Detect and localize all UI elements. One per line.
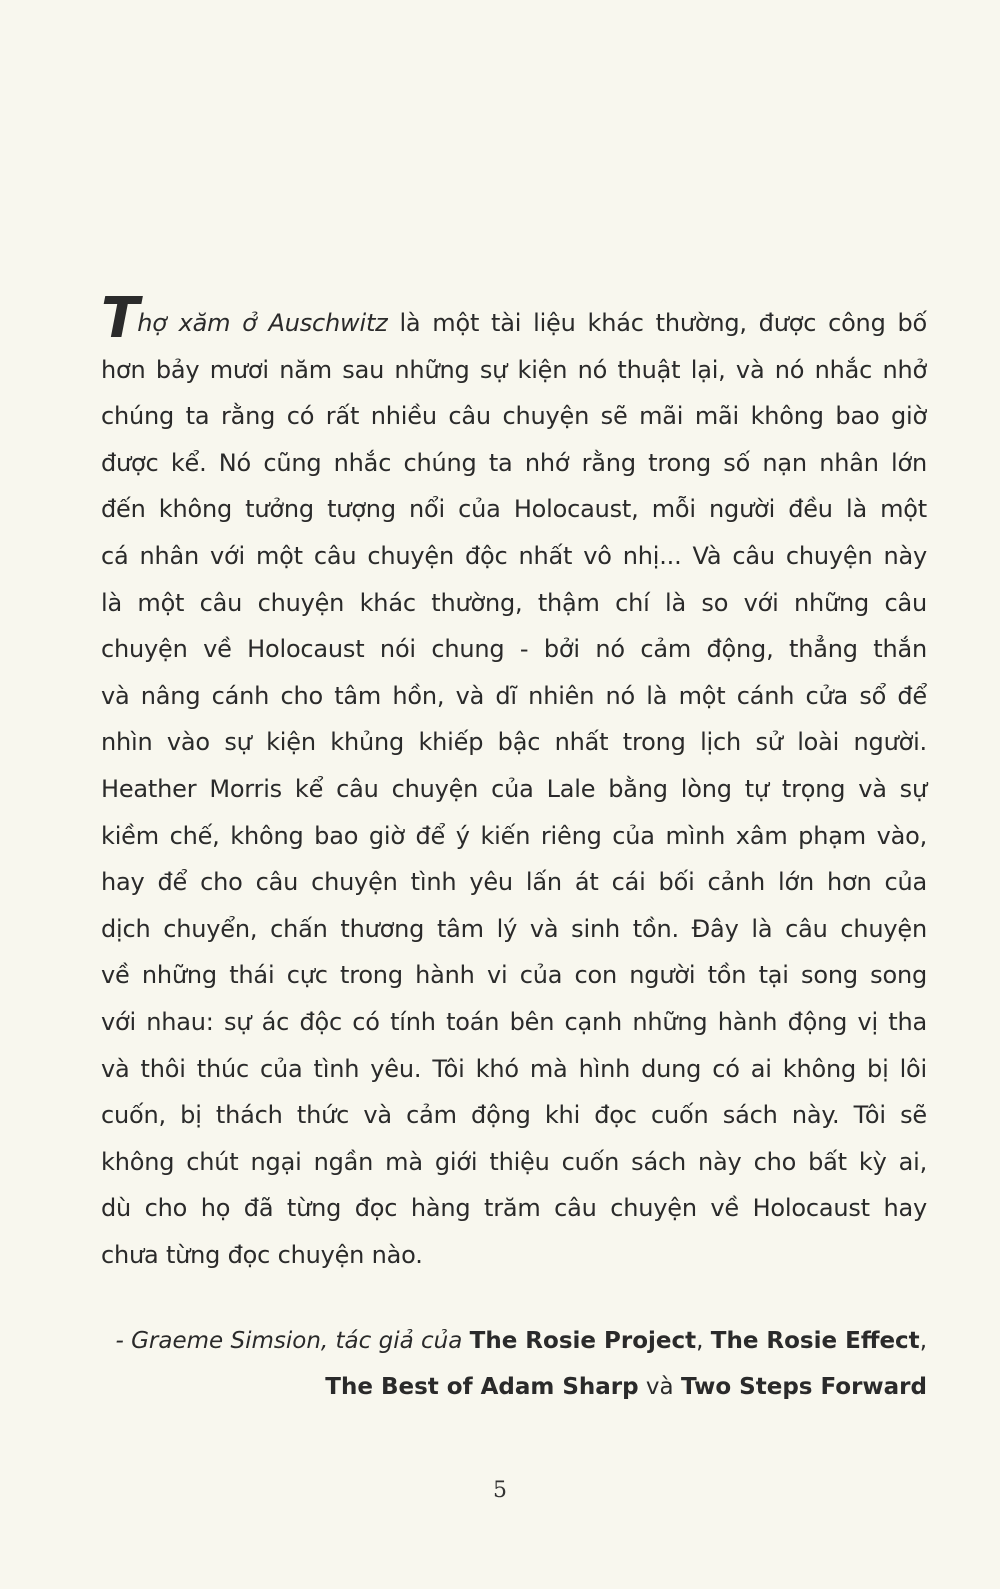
first-line-text: là một tài liệu khác thường, được công bố [387, 309, 928, 337]
paragraph-line: Heather Morris kể câu chuyện của Lale bằng lòng tự trọng và sự [101, 774, 927, 803]
paragraph-line: dịch chuyển, chấn thương tâm lý và sinh tồn. Đây là câu chuyện [101, 914, 927, 943]
paragraph-line: cuốn, bị thách thức và cảm động khi đọc cuốn sách này. Tôi sẽ [101, 1101, 927, 1130]
paragraph-line-last: chưa từng đọc chuyện nào. [101, 1240, 423, 1269]
author-credit: - Graeme Simsion, tác giả của [115, 1328, 470, 1354]
paragraph-line: và thôi thúc của tình yêu. Tôi khó mà hình dung có ai không bị lôi [101, 1054, 927, 1083]
paragraph-line: và nâng cánh cho tâm hồn, và dĩ nhiên nó là một cánh cửa sổ để [101, 681, 927, 710]
book-title: Two Steps Forward [680, 1374, 927, 1400]
conjunction: và [638, 1374, 681, 1400]
book-title: The Rosie Effect [710, 1328, 920, 1354]
paragraph-line: chúng ta rằng có rất nhiều câu chuyện sẽ mãi mãi không bao giờ [101, 402, 927, 431]
book-title-italic: hợ xăm ở Auschwitz [137, 309, 388, 337]
attribution [101, 1318, 927, 1410]
book-title: The Best of Adam Sharp [325, 1374, 639, 1400]
paragraph-line: về những thái cực trong hành vi của con người tồn tại song song [101, 961, 927, 990]
paragraph-line: là một câu chuyện khác thường, thậm chí là so với những câu [101, 588, 927, 617]
review-paragraph [101, 286, 928, 1278]
paragraph-line: cá nhân với một câu chuyện độc nhất vô nhị... Và câu chuyện này [101, 541, 927, 570]
separator: , [696, 1328, 711, 1354]
paragraph-line: dù cho họ đã từng đọc hàng trăm câu chuyện về Holocaust hay [101, 1194, 927, 1223]
paragraph-line: kiềm chế, không bao giờ để ý kiến riêng của mình xâm phạm vào, [101, 821, 927, 850]
paragraph-line: với nhau: sự ác độc có tính toán bên cạnh những hành động vị tha [101, 1007, 927, 1036]
paragraph-line-first [101, 286, 928, 351]
paragraph-line: được kể. Nó cũng nhắc chúng ta nhớ rằng trong số nạn nhân lớn [101, 448, 927, 477]
paragraph-line: hơn bảy mươi năm sau những sự kiện nó thuật lại, và nó nhắc nhở [101, 355, 927, 384]
attribution-line-1 [101, 1318, 927, 1364]
book-title: The Rosie Project [469, 1328, 697, 1354]
paragraph-line: nhìn vào sự kiện khủng khiếp bậc nhất trong lịch sử loài người. [101, 728, 927, 757]
page-number: 5 [493, 1478, 507, 1503]
paragraph-line: chuyện về Holocaust nói chung - bởi nó cảm động, thẳng thắn [101, 635, 927, 664]
paragraph-line: không chút ngại ngần mà giới thiệu cuốn sách này cho bất kỳ ai, [101, 1147, 927, 1176]
paragraph-line: hay để cho câu chuyện tình yêu lấn át cái bối cảnh lớn hơn của [101, 868, 927, 897]
attribution-line-2 [101, 1364, 927, 1410]
paragraph-line: đến không tưởng tượng nổi của Holocaust, mỗi người đều là một [101, 495, 927, 524]
separator: , [919, 1328, 927, 1354]
drop-cap: T [101, 286, 138, 351]
